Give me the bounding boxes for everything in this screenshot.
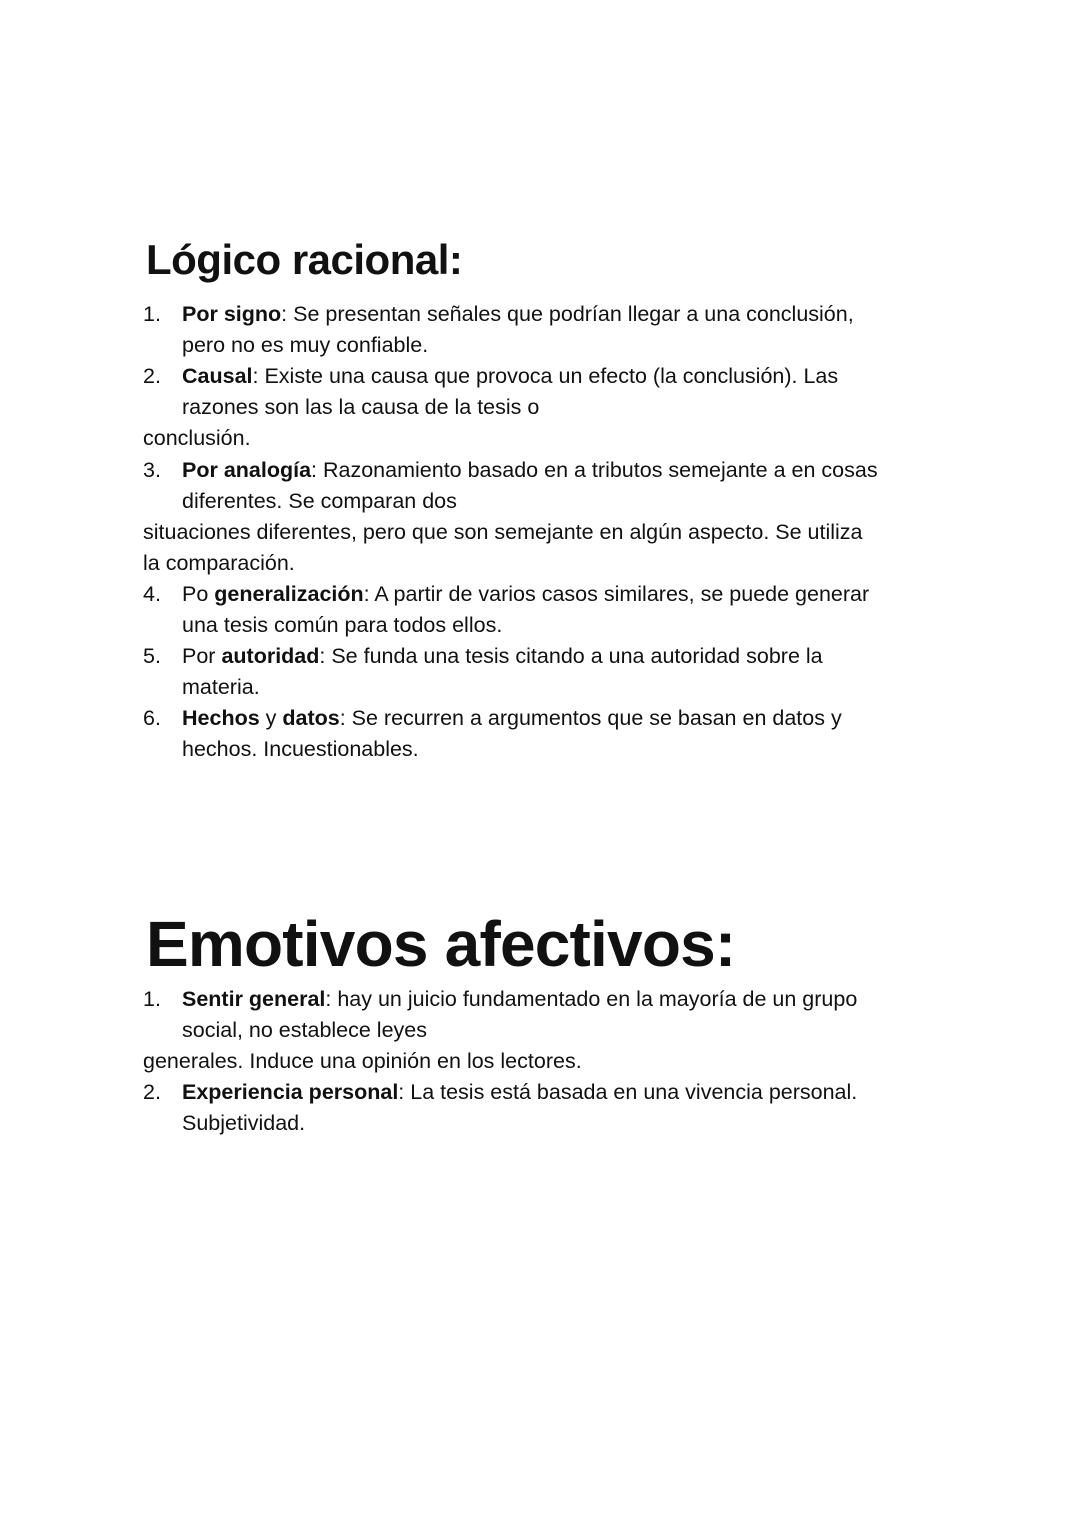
bold-term: Sentir general bbox=[182, 987, 326, 1011]
bold-term: Experiencia personal bbox=[182, 1080, 399, 1105]
text-run: pero no es muy confiable. bbox=[182, 333, 429, 358]
bold-term: Causal bbox=[182, 364, 253, 389]
list-item-line bbox=[182, 674, 260, 700]
text-run: : La tesis está basada en una vivencia personal. bbox=[398, 1080, 858, 1105]
list-item-line bbox=[182, 488, 457, 514]
section-heading-logico-racional: Lógico racional: bbox=[146, 236, 463, 284]
list-item-number: 5. bbox=[143, 644, 161, 669]
text-run: Subjetividad. bbox=[182, 1111, 306, 1136]
text-run: : Se funda una tesis citando a una autoridad sobre la bbox=[319, 644, 823, 669]
list-item-line bbox=[143, 519, 863, 545]
text-run: : hay un juicio fundamentado en la mayoría de un grupo bbox=[325, 987, 858, 1011]
list-item-line bbox=[143, 1048, 582, 1074]
list-item-line bbox=[182, 1079, 857, 1105]
bold-term: Hechos bbox=[182, 706, 260, 731]
list-item-line bbox=[143, 550, 295, 576]
text-run: conclusión. bbox=[143, 426, 251, 451]
bold-term: datos bbox=[282, 706, 340, 731]
list-item-number: 1. bbox=[143, 987, 161, 1011]
list-item-number: 6. bbox=[143, 706, 161, 731]
list-item-line bbox=[182, 457, 878, 483]
text-run: social, no establece leyes bbox=[182, 1018, 428, 1043]
text-run: situaciones diferentes, pero que son semejante en algún aspecto. Se utiliza bbox=[143, 519, 863, 544]
text-run: Por bbox=[182, 644, 222, 669]
list-item-line bbox=[182, 301, 854, 327]
text-run: : Se presentan señales que podrían llegar a una conclusión, bbox=[281, 302, 854, 326]
list-item-line bbox=[182, 363, 838, 389]
list-item-line bbox=[182, 736, 419, 762]
list-item-number: 2. bbox=[143, 1080, 161, 1105]
list-item-line bbox=[182, 581, 869, 607]
text-run: una tesis común para todos ellos. bbox=[182, 613, 503, 637]
section-heading-emotivos-afectivos: Emotivos afectivos: bbox=[146, 907, 736, 980]
list-item-line bbox=[182, 612, 502, 638]
text-run: Po bbox=[182, 581, 215, 606]
list-item-line bbox=[143, 425, 251, 451]
list-item-number: 4. bbox=[143, 581, 161, 606]
list-item-line bbox=[182, 986, 857, 1012]
bold-term: generalización bbox=[214, 581, 364, 606]
list-item-number: 1. bbox=[143, 302, 161, 326]
bold-term: autoridad bbox=[221, 644, 320, 669]
text-run: : Razonamiento basado en a tributos semejante a en cosas bbox=[311, 457, 878, 482]
text-run: generales. Induce una opinión en los lectores. bbox=[143, 1049, 582, 1074]
list-item-line bbox=[182, 705, 842, 731]
text-run: : A partir de varios casos similares, se puede generar bbox=[363, 581, 870, 606]
list-item-line bbox=[182, 1110, 305, 1136]
text-run: diferentes. Se comparan dos bbox=[182, 488, 457, 513]
bold-term: Por analogía bbox=[182, 457, 312, 482]
text-run: razones son las la causa de la tesis o bbox=[182, 395, 540, 420]
list-item-line bbox=[182, 1017, 427, 1043]
text-run: materia. bbox=[182, 675, 260, 700]
list-item-line bbox=[182, 643, 823, 669]
text-run: hechos. Incuestionables. bbox=[182, 737, 419, 762]
list-item-number: 2. bbox=[143, 364, 161, 389]
text-run: y bbox=[259, 706, 283, 731]
list-item-line bbox=[182, 332, 428, 358]
text-run: la comparación. bbox=[143, 550, 295, 575]
bold-term: Por signo bbox=[182, 302, 282, 326]
list-item-line bbox=[182, 394, 539, 420]
text-run: : Se recurren a argumentos que se basan en datos y bbox=[339, 706, 842, 731]
list-item-number: 3. bbox=[143, 457, 161, 482]
text-run: : Existe una causa que provoca un efecto (la conclusión). Las bbox=[252, 364, 839, 389]
